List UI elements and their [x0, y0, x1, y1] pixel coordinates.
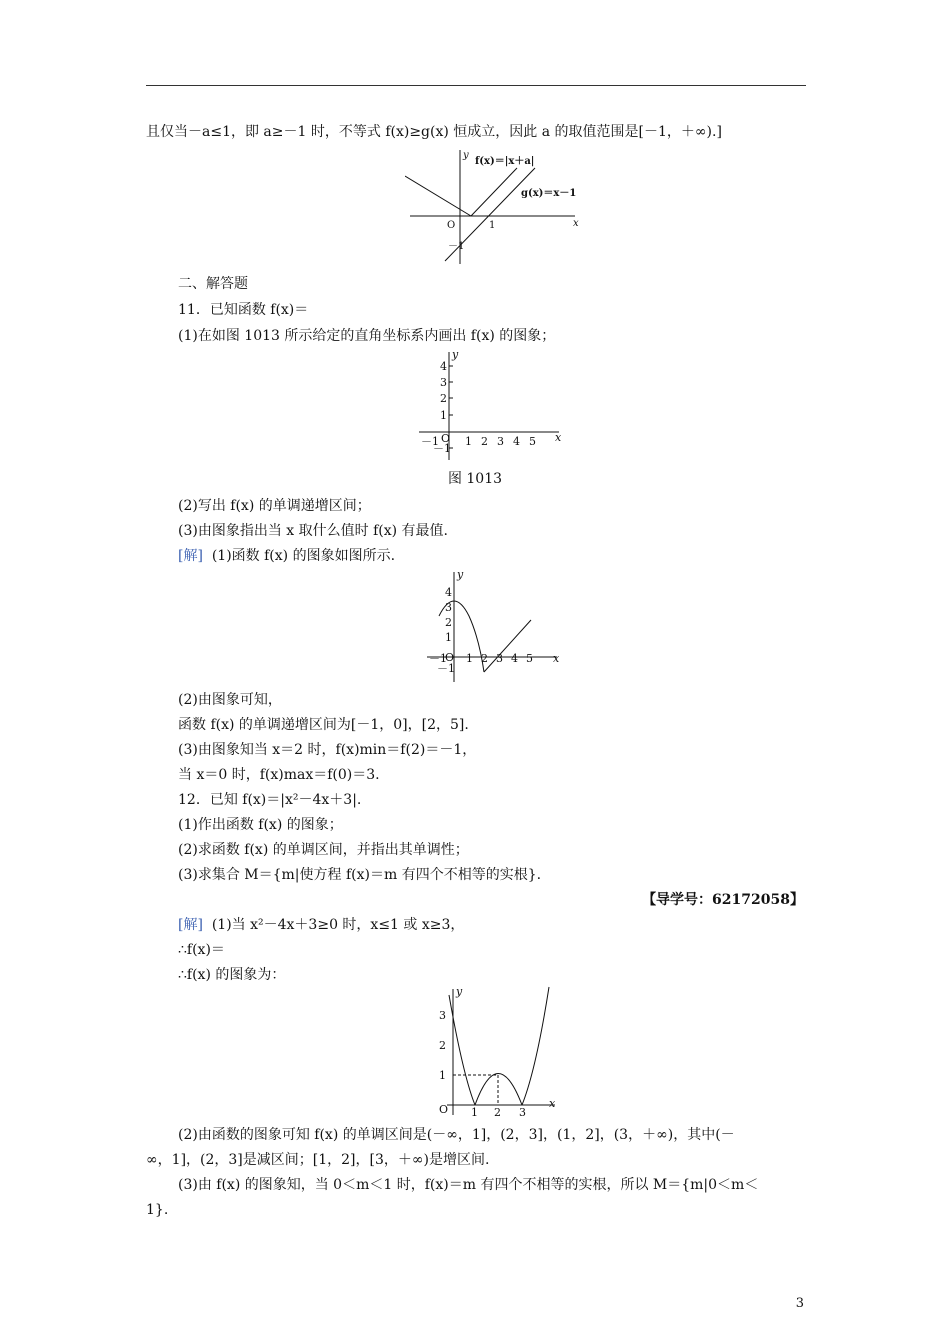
label-g: g(x)＝x－1	[521, 188, 577, 199]
text-line: (3)由图象知当 x＝2 时，f(x)min＝f(2)＝－1，	[178, 742, 477, 758]
solution-tag: [解]	[178, 917, 203, 933]
text-line: (2)写出 f(x) 的单调递增区间；	[178, 498, 371, 514]
origin-label: O	[441, 432, 451, 445]
page-number: 3	[795, 1296, 804, 1311]
text-line: 12．已知 f(x)＝|x²－4x＋3|.	[178, 792, 362, 808]
tick-y: 4	[445, 586, 452, 599]
tick-x: 1	[465, 435, 472, 448]
figure-abs-line	[405, 146, 585, 266]
text-line: 当 x＝0 时，f(x)max＝f(0)＝3.	[178, 767, 380, 783]
text-line: (3)求集合 M＝{m|使方程 f(x)＝m 有四个不相等的实根}.	[178, 867, 542, 883]
section-title: 二、解答题	[178, 276, 248, 292]
solution-tag: [解]	[178, 548, 203, 564]
x-axis-label: x	[549, 1097, 556, 1110]
text-line: ∞，1]，(2，3]是减区间；[1，2]，[3，＋∞)是增区间.	[146, 1152, 490, 1168]
tick-x: 3	[519, 1106, 526, 1117]
tick-y: －1	[437, 662, 455, 675]
y-axis-label: y	[463, 150, 469, 161]
y-axis-label: y	[452, 348, 459, 361]
tick-x: 1	[466, 652, 473, 665]
solution-line	[178, 546, 395, 566]
tick-x: 2	[481, 652, 488, 665]
tick-x: －1	[429, 652, 447, 665]
tick-y: 2	[439, 1039, 446, 1052]
y-axis-label: y	[457, 568, 464, 581]
tick-x: 2	[481, 435, 488, 448]
x-axis-label: x	[573, 218, 579, 229]
tick-x: 3	[497, 435, 504, 448]
figure-empty-axes	[415, 348, 565, 466]
text-line: (1)作出函数 f(x) 的图象；	[178, 817, 343, 833]
text-line: (2)由函数的图象可知 f(x) 的单调区间是(－∞，1]，(2，3]，(1，2]，(3，＋∞)，其中(－	[178, 1127, 735, 1143]
tick-y: 2	[440, 392, 447, 405]
text-line: 且仅当－a≤1，即 a≥－1 时，不等式 f(x)≥g(x) 恒成立，因此 a 的取值范围是[－1，＋∞).]	[146, 124, 722, 140]
linear-branch	[484, 620, 531, 672]
text-line: 函数 f(x) 的单调递增区间为[－1，0]，[2，5].	[178, 717, 469, 733]
text-line: (3)由 f(x) 的图象知，当 0＜m＜1 时，f(x)＝m 有四个不相等的实根，所以 M＝{m|0＜m＜	[178, 1177, 759, 1193]
tick-x: 4	[513, 435, 520, 448]
text-line: (3)由图象指出当 x 取什么值时 f(x) 有最值.	[178, 523, 448, 539]
header-rule	[146, 85, 806, 86]
solution-text: (1)函数 f(x) 的图象如图所示.	[211, 548, 396, 564]
tick-1: 1	[489, 220, 496, 231]
tick-x: 3	[496, 652, 503, 665]
text-line: 11．已知函数 f(x)＝	[178, 302, 309, 318]
text-line: ∴f(x) 的图象为：	[178, 967, 286, 983]
tick-y: 1	[439, 1069, 446, 1082]
tick-y: 3	[440, 376, 447, 389]
abs-left-branch	[405, 176, 471, 216]
tick-y: 3	[439, 1009, 446, 1022]
y-axis-label: y	[456, 985, 463, 998]
x-axis-label: x	[555, 431, 562, 444]
origin-label: O	[439, 1103, 449, 1116]
solution-text: (1)当 x²－4x＋3≥0 时，x≤1 或 x≥3，	[211, 917, 465, 933]
tick-neg1: －1	[448, 241, 465, 252]
text-line: (2)由图象可知，	[178, 692, 282, 708]
label-f: f(x)＝|x＋a|	[475, 156, 535, 167]
tick-y: 4	[440, 360, 447, 373]
tick-x: 4	[511, 652, 518, 665]
x-axis-label: x	[553, 652, 560, 665]
origin-label: O	[445, 651, 455, 664]
guide-number: 【导学号：62172058】	[642, 892, 804, 908]
tick-y: 1	[440, 409, 447, 422]
tick-x: 2	[494, 1106, 501, 1117]
tick-x: －1	[421, 435, 439, 448]
text-line: (1)在如图 1013 所示给定的直角坐标系内画出 f(x) 的图象；	[178, 328, 556, 344]
text-line: ∴f(x)＝	[178, 942, 225, 958]
tick-y: －1	[433, 442, 451, 455]
text-line: (2)求函数 f(x) 的单调区间，并指出其单调性；	[178, 842, 469, 858]
figure-abs-quadratic	[425, 985, 565, 1117]
tick-y: 1	[445, 631, 452, 644]
figure-piecewise-graph	[423, 568, 563, 686]
figure-caption: 图 1013	[447, 471, 503, 487]
text-line: 1}.	[146, 1202, 169, 1218]
tick-x: 5	[526, 652, 533, 665]
tick-x: 5	[529, 435, 536, 448]
origin-label: O	[447, 220, 456, 231]
curve-right	[522, 987, 549, 1105]
abs-right-branch	[471, 168, 517, 216]
tick-y: 3	[445, 601, 452, 614]
tick-x: 1	[471, 1106, 478, 1117]
tick-y: 2	[445, 616, 452, 629]
solution-line	[178, 915, 464, 935]
